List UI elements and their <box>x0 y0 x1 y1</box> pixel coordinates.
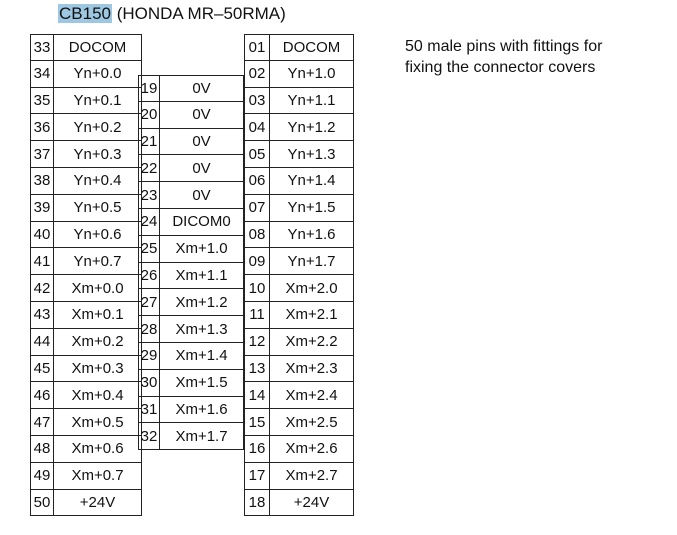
pin-row <box>30 382 142 409</box>
pin-row <box>30 88 142 115</box>
pin-row <box>30 168 142 195</box>
pin-number: 23 <box>139 182 160 208</box>
pin-row <box>30 61 142 88</box>
pin-row <box>244 302 354 329</box>
pin-number: 10 <box>245 275 270 301</box>
pin-number: 07 <box>245 195 270 221</box>
pin-row <box>244 168 354 195</box>
pin-column-right <box>244 34 354 516</box>
pin-signal: Xm+1.6 <box>175 400 228 418</box>
pin-number: 48 <box>31 436 54 462</box>
pin-row <box>138 316 244 343</box>
pin-row <box>30 114 142 141</box>
pin-row <box>138 343 244 370</box>
pin-row <box>138 209 244 236</box>
pin-row <box>244 490 354 517</box>
pin-number: 39 <box>31 195 54 221</box>
pin-signal: Xm+0.5 <box>71 413 124 431</box>
connector-part-number: CB150 <box>59 4 111 23</box>
pin-row <box>244 436 354 463</box>
pin-signal: Yn+0.0 <box>73 65 122 83</box>
pin-signal: Yn+1.4 <box>287 172 336 190</box>
pin-column-middle <box>138 75 244 450</box>
pin-number: 45 <box>31 356 54 382</box>
pin-row <box>138 236 244 263</box>
pin-number: 12 <box>245 329 270 355</box>
pin-row <box>138 182 244 209</box>
pin-signal: Xm+2.1 <box>285 306 338 324</box>
pin-signal: Yn+1.3 <box>287 145 336 163</box>
pin-signal: Yn+0.6 <box>73 225 122 243</box>
pin-signal: Xm+1.1 <box>175 266 228 284</box>
pin-row <box>30 34 142 61</box>
pin-number: 17 <box>245 463 270 489</box>
pin-signal: Yn+1.0 <box>287 65 336 83</box>
pin-number: 30 <box>139 370 160 396</box>
pin-signal: Xm+1.0 <box>175 240 228 258</box>
pin-signal: Xm+1.3 <box>175 320 228 338</box>
pin-number: 03 <box>245 88 270 114</box>
pin-signal: Yn+0.2 <box>73 118 122 136</box>
pin-signal: Xm+2.0 <box>285 279 338 297</box>
description-line: 50 male pins with fittings for <box>405 38 603 55</box>
connector-description <box>405 36 602 78</box>
pin-signal: Yn+0.4 <box>73 172 122 190</box>
pin-row <box>244 195 354 222</box>
pin-number: 15 <box>245 409 270 435</box>
pin-number: 42 <box>31 275 54 301</box>
pin-signal: Xm+1.4 <box>175 347 228 365</box>
pin-number: 04 <box>245 114 270 140</box>
pin-number: 11 <box>245 302 270 328</box>
pin-number: 08 <box>245 222 270 248</box>
pin-signal: Xm+2.5 <box>285 413 338 431</box>
pin-number: 33 <box>31 35 54 60</box>
pin-row <box>30 141 142 168</box>
pin-signal: +24V <box>79 493 116 511</box>
pin-row <box>244 34 354 61</box>
pin-row <box>244 409 354 436</box>
pin-signal: Xm+1.5 <box>175 374 228 392</box>
pin-number: 44 <box>31 329 54 355</box>
pin-row <box>244 88 354 115</box>
pin-row <box>30 356 142 383</box>
pin-number: 35 <box>31 88 54 114</box>
pin-number: 18 <box>245 490 270 516</box>
connector-model: (HONDA MR–50RMA) <box>111 4 286 23</box>
pin-number: 40 <box>31 222 54 248</box>
pin-row <box>244 356 354 383</box>
connector-title <box>58 4 286 24</box>
pin-row <box>244 382 354 409</box>
pin-row <box>30 222 142 249</box>
pin-signal: Xm+0.3 <box>71 359 124 377</box>
pin-row <box>138 263 244 290</box>
pin-signal: Yn+1.5 <box>287 199 336 217</box>
pin-row <box>244 248 354 275</box>
pin-signal: Xm+0.7 <box>71 467 124 485</box>
pin-row <box>30 195 142 222</box>
pin-row <box>138 397 244 424</box>
pin-signal: Xm+0.2 <box>71 333 124 351</box>
pin-number: 43 <box>31 302 54 328</box>
pin-signal: Yn+1.7 <box>287 252 336 270</box>
pin-row <box>138 155 244 182</box>
pin-number: 19 <box>139 76 160 101</box>
pin-signal: Yn+1.2 <box>287 118 336 136</box>
pin-row <box>244 141 354 168</box>
pin-row <box>30 275 142 302</box>
pin-signal: 0V <box>192 79 211 97</box>
pin-row <box>244 114 354 141</box>
pin-row <box>244 329 354 356</box>
pin-row <box>30 329 142 356</box>
pin-signal: 0V <box>192 159 211 177</box>
pin-number: 13 <box>245 356 270 382</box>
pin-signal: Xm+2.6 <box>285 440 338 458</box>
pin-row <box>244 61 354 88</box>
pin-number: 25 <box>139 236 160 262</box>
pin-number: 41 <box>31 248 54 274</box>
pin-row <box>244 275 354 302</box>
pin-number: 05 <box>245 141 270 167</box>
pin-signal: 0V <box>192 106 211 124</box>
pin-column-left <box>30 34 142 516</box>
pin-number: 38 <box>31 168 54 194</box>
pin-signal: Xm+2.3 <box>285 359 338 377</box>
pin-row <box>138 370 244 397</box>
pin-number: 36 <box>31 114 54 140</box>
pin-signal: Yn+0.7 <box>73 252 122 270</box>
pin-number: 46 <box>31 382 54 408</box>
pin-row <box>138 289 244 316</box>
pin-number: 28 <box>139 316 160 342</box>
pin-signal: DICOM0 <box>172 213 231 231</box>
pin-number: 02 <box>245 61 270 87</box>
pin-row <box>138 75 244 102</box>
pin-number: 22 <box>139 155 160 181</box>
pin-signal: Xm+2.4 <box>285 386 338 404</box>
pin-number: 14 <box>245 382 270 408</box>
pin-signal: Xm+0.6 <box>71 440 124 458</box>
pin-number: 31 <box>139 397 160 423</box>
pin-row <box>30 409 142 436</box>
pin-number: 47 <box>31 409 54 435</box>
pin-number: 01 <box>245 35 270 60</box>
pin-signal: Yn+0.3 <box>73 145 122 163</box>
pin-number: 34 <box>31 61 54 87</box>
pin-row <box>244 222 354 249</box>
pin-signal: Xm+2.2 <box>285 333 338 351</box>
pin-number: 37 <box>31 141 54 167</box>
pin-signal: Yn+1.1 <box>287 91 336 109</box>
pin-signal: 0V <box>192 132 211 150</box>
pin-row <box>30 302 142 329</box>
pin-number: 27 <box>139 289 160 315</box>
pin-number: 49 <box>31 463 54 489</box>
pin-signal: DOCOM <box>68 38 127 56</box>
pin-row <box>138 129 244 156</box>
pin-signal: 0V <box>192 186 211 204</box>
pin-signal: Yn+0.5 <box>73 199 122 217</box>
pin-signal: Xm+0.1 <box>71 306 124 324</box>
pin-row <box>244 463 354 490</box>
pin-number: 20 <box>139 102 160 128</box>
pin-signal: Xm+2.7 <box>285 467 338 485</box>
pin-row <box>30 248 142 275</box>
pin-row <box>138 102 244 129</box>
pin-signal: Yn+1.6 <box>287 225 336 243</box>
pin-number: 29 <box>139 343 160 369</box>
pin-signal: Xm+0.4 <box>71 386 124 404</box>
pin-number: 09 <box>245 248 270 274</box>
pin-signal: Yn+0.1 <box>73 91 122 109</box>
pin-row <box>30 463 142 490</box>
pin-signal: DOCOM <box>282 38 341 56</box>
pin-row <box>30 436 142 463</box>
pin-signal: Xm+1.2 <box>175 293 228 311</box>
pin-row <box>30 490 142 517</box>
pin-signal: Xm+1.7 <box>175 427 228 445</box>
pin-number: 06 <box>245 168 270 194</box>
pin-number: 24 <box>139 209 160 235</box>
pin-number: 32 <box>139 423 160 449</box>
description-line: fixing the connector covers <box>405 59 596 76</box>
pin-row <box>138 423 244 450</box>
pin-number: 21 <box>139 129 160 155</box>
pin-signal: +24V <box>293 493 330 511</box>
pin-number: 26 <box>139 263 160 289</box>
pin-signal: Xm+0.0 <box>71 279 124 297</box>
pin-number: 50 <box>31 490 54 516</box>
pin-number: 16 <box>245 436 270 462</box>
